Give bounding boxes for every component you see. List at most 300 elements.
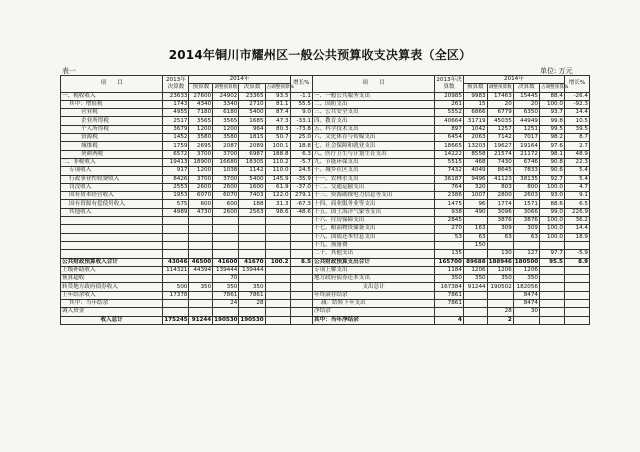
- expenditure-value-cell: 350: [435, 275, 464, 283]
- table-row: [61, 316, 590, 324]
- table-row: [61, 250, 590, 258]
- income-value-cell: 18900: [189, 158, 213, 166]
- income-value-cell: [189, 217, 213, 225]
- expenditure-value-cell: [463, 250, 487, 258]
- table-row: [61, 300, 590, 308]
- expenditure-item-label: 六、文化体育与传媒支出: [312, 134, 434, 142]
- expenditure-value-cell: [487, 241, 513, 249]
- expenditure-value-cell: 167384: [435, 283, 464, 291]
- table-row: [61, 208, 590, 216]
- expenditure-value-cell: 20: [513, 100, 539, 108]
- expenditure-value-cell: 1774: [487, 200, 513, 208]
- table-row: [61, 100, 590, 108]
- expenditure-value-cell: 93.0: [539, 192, 564, 200]
- income-value-cell: [163, 225, 189, 233]
- income-value-cell: 24902: [213, 92, 239, 100]
- income-value-cell: [163, 275, 189, 283]
- expenditure-value-cell: 8.9: [564, 258, 589, 266]
- income-value-cell: [290, 283, 312, 291]
- expenditure-value-cell: 5515: [435, 158, 464, 166]
- income-value-cell: [265, 233, 290, 241]
- expenditure-value-cell: 100.0: [539, 183, 564, 191]
- expenditure-value-cell: 100.0: [539, 225, 564, 233]
- income-item-label: 公共财政预算收入合计: [61, 258, 163, 266]
- expenditure-value-cell: 97.6: [539, 142, 564, 150]
- expenditure-item-label: 三、公共安全支出: [312, 109, 434, 117]
- expenditure-item-label: 八、医疗卫生与计划生育支出: [312, 150, 434, 158]
- expenditure-value-cell: 5.4: [564, 175, 589, 183]
- income-value-cell: 2695: [189, 142, 213, 150]
- expenditure-item-label: 九、节能环保支出: [312, 158, 434, 166]
- income-value-cell: [163, 241, 189, 249]
- expenditure-item-label: 二、国防支出: [312, 100, 434, 108]
- income-item-label: 其中：当年结余: [61, 300, 163, 308]
- table-row: [61, 283, 590, 291]
- income-value-cell: 350: [189, 283, 213, 291]
- expenditure-value-cell: 163: [463, 225, 487, 233]
- expenditure-value-cell: -26.4: [564, 92, 589, 100]
- table-row: [61, 92, 590, 100]
- expenditure-value-cell: 3876: [487, 217, 513, 225]
- income-value-cell: [265, 316, 290, 324]
- expenditure-value-cell: 2.7: [564, 142, 589, 150]
- expenditure-value-cell: 63: [487, 233, 513, 241]
- expenditure-value-cell: 15: [463, 100, 487, 108]
- expenditure-item-label: 二十、其他支出: [312, 250, 434, 258]
- expenditure-value-cell: 7142: [487, 134, 513, 142]
- income-value-cell: [265, 241, 290, 249]
- income-value-cell: 188.8: [265, 150, 290, 158]
- income-value-cell: 19413: [163, 158, 189, 166]
- expenditure-value-cell: 10.5: [564, 117, 589, 125]
- income-value-cell: 1200: [189, 167, 213, 175]
- income-value-cell: 1743: [163, 100, 189, 108]
- income-value-cell: [163, 300, 189, 308]
- expenditure-value-cell: 40664: [435, 117, 464, 125]
- header-2013-right: 2013年决算数: [435, 76, 464, 93]
- expenditure-value-cell: 897: [435, 125, 464, 133]
- expenditure-value-cell: [564, 241, 589, 249]
- expenditure-value-cell: 1251: [513, 125, 539, 133]
- expenditure-value-cell: [463, 291, 487, 299]
- income-value-cell: 70: [213, 275, 239, 283]
- expenditure-value-cell: 320: [463, 183, 487, 191]
- expenditure-value-cell: 5.4: [564, 167, 589, 175]
- expenditure-value-cell: 97.7: [539, 250, 564, 258]
- income-item-label: 二、非税收入: [61, 158, 163, 166]
- expenditure-value-cell: 2: [487, 316, 513, 324]
- expenditure-value-cell: 7430: [487, 158, 513, 166]
- expenditure-value-cell: [539, 308, 564, 316]
- expenditure-value-cell: 20: [487, 100, 513, 108]
- income-value-cell: 2517: [163, 117, 189, 125]
- expenditure-item-label: 净结余: [312, 308, 434, 316]
- income-value-cell: 600: [189, 200, 213, 208]
- expenditure-item-label: 十七、粮油物资储备支出: [312, 225, 434, 233]
- expenditure-value-cell: 1571: [513, 200, 539, 208]
- expenditure-value-cell: 100.0: [539, 233, 564, 241]
- income-value-cell: 7861: [213, 291, 239, 299]
- header-budget-left: 预算数: [189, 84, 213, 92]
- expenditure-value-cell: [564, 300, 589, 308]
- income-item-label: 城维税: [61, 142, 163, 150]
- table-row: [61, 142, 590, 150]
- income-value-cell: 2087: [213, 142, 239, 150]
- table-row: [61, 109, 590, 117]
- expenditure-value-cell: 9.1: [564, 192, 589, 200]
- income-value-cell: 3580: [213, 134, 239, 142]
- income-value-cell: 17378: [163, 291, 189, 299]
- income-value-cell: [213, 217, 239, 225]
- expenditure-value-cell: 14.4: [564, 109, 589, 117]
- unit-label: 单位: 万元: [540, 67, 573, 75]
- income-value-cell: [290, 233, 312, 241]
- expenditure-value-cell: 5552: [435, 109, 464, 117]
- income-value-cell: [189, 308, 213, 316]
- income-item-label: 其他收入: [61, 208, 163, 216]
- expenditure-value-cell: 1042: [463, 125, 487, 133]
- table-row: [61, 308, 590, 316]
- income-value-cell: 3700: [213, 175, 239, 183]
- income-value-cell: [213, 250, 239, 258]
- page-title: 2014年铜川市耀州区一般公共预算收支决算表（全区）: [168, 48, 472, 62]
- expenditure-value-cell: 803: [487, 183, 513, 191]
- expenditure-value-cell: [463, 308, 487, 316]
- header-pct-right: 占调整预算%: [540, 85, 569, 91]
- table-row: [61, 241, 590, 249]
- expenditure-value-cell: 7861: [435, 291, 464, 299]
- income-value-cell: 1953: [163, 192, 189, 200]
- expenditure-value-cell: 1007: [463, 192, 487, 200]
- expenditure-value-cell: 53: [435, 233, 464, 241]
- expenditure-value-cell: [513, 241, 539, 249]
- income-value-cell: [189, 233, 213, 241]
- expenditure-value-cell: 6746: [513, 158, 539, 166]
- header-adjusted-left: 调整预算数: [214, 85, 238, 91]
- income-value-cell: 18.8: [290, 142, 312, 150]
- income-value-cell: 139444: [239, 266, 265, 274]
- expenditure-item-label: 四、教育支出: [312, 117, 434, 125]
- income-value-cell: [189, 275, 213, 283]
- income-item-label: 调入资金: [61, 308, 163, 316]
- income-value-cell: 500: [163, 283, 189, 291]
- header-final-right: 决算数: [513, 84, 539, 92]
- income-value-cell: 50.7: [265, 134, 290, 142]
- expenditure-value-cell: 63: [463, 233, 487, 241]
- income-item-label: 上级补助收入: [61, 266, 163, 274]
- expenditure-value-cell: 261: [435, 100, 464, 108]
- expenditure-value-cell: 1206: [513, 266, 539, 274]
- income-value-cell: 18305: [239, 158, 265, 166]
- income-value-cell: 350: [239, 283, 265, 291]
- income-value-cell: 6.3: [290, 150, 312, 158]
- expenditure-item-label: 十二、交通运输支出: [312, 183, 434, 191]
- expenditure-value-cell: 92.7: [539, 175, 564, 183]
- expenditure-item-label: 地方政府债券还本支出: [312, 275, 434, 283]
- income-value-cell: [290, 316, 312, 324]
- expenditure-value-cell: 90.8: [539, 158, 564, 166]
- expenditure-value-cell: 99.0: [539, 208, 564, 216]
- income-value-cell: 100.1: [265, 142, 290, 150]
- header-growth-right: 增长%: [564, 76, 589, 93]
- income-value-cell: -37.0: [290, 183, 312, 191]
- income-value-cell: 2089: [239, 142, 265, 150]
- expenditure-value-cell: 63: [513, 233, 539, 241]
- income-value-cell: [213, 308, 239, 316]
- expenditure-value-cell: 91244: [463, 283, 487, 291]
- expenditure-value-cell: 7432: [435, 167, 464, 175]
- income-value-cell: 917: [163, 167, 189, 175]
- expenditure-value-cell: 4: [435, 316, 464, 324]
- income-value-cell: 23365: [239, 92, 265, 100]
- expenditure-value-cell: 88.6: [539, 200, 564, 208]
- income-value-cell: 122.0: [265, 192, 290, 200]
- income-value-cell: [290, 225, 312, 233]
- table-row: [61, 233, 590, 241]
- expenditure-value-cell: 6454: [435, 134, 464, 142]
- table-row: [61, 200, 590, 208]
- expenditure-value-cell: 36.2: [564, 217, 589, 225]
- expenditure-value-cell: [435, 241, 464, 249]
- income-value-cell: 2710: [239, 100, 265, 108]
- expenditure-value-cell: 9496: [463, 175, 487, 183]
- expenditure-value-cell: 190502: [487, 283, 513, 291]
- income-item-label: 行政事业性收费收入: [61, 175, 163, 183]
- header-2013-left: 2013年决算数: [163, 76, 189, 93]
- income-value-cell: 28: [239, 300, 265, 308]
- income-value-cell: 6070: [189, 192, 213, 200]
- income-value-cell: 46500: [189, 258, 213, 266]
- income-value-cell: 47.3: [265, 117, 290, 125]
- income-value-cell: 5400: [239, 109, 265, 117]
- expenditure-value-cell: [463, 217, 487, 225]
- table-row: [61, 175, 590, 183]
- expenditure-value-cell: 89688: [463, 258, 487, 266]
- expenditure-value-cell: [564, 283, 589, 291]
- income-value-cell: 24: [213, 300, 239, 308]
- expenditure-value-cell: 165700: [435, 258, 464, 266]
- income-item-label: 资源税: [61, 134, 163, 142]
- income-value-cell: 3580: [189, 134, 213, 142]
- income-value-cell: 145.9: [265, 175, 290, 183]
- income-value-cell: 7180: [189, 109, 213, 117]
- income-item-label: 转贷地方政府债券收入: [61, 283, 163, 291]
- expenditure-value-cell: [539, 300, 564, 308]
- income-value-cell: 91244: [189, 316, 213, 324]
- income-value-cell: -5.7: [290, 158, 312, 166]
- income-item-label: [61, 250, 163, 258]
- income-value-cell: 190530: [214, 316, 238, 323]
- income-item-label: [61, 217, 163, 225]
- income-value-cell: 1200: [213, 125, 239, 133]
- expenditure-value-cell: 14.4: [564, 225, 589, 233]
- expenditure-value-cell: 8474: [513, 300, 539, 308]
- expenditure-value-cell: 2800: [487, 192, 513, 200]
- income-item-label: 罚没收入: [61, 183, 163, 191]
- income-value-cell: 3679: [163, 125, 189, 133]
- expenditure-value-cell: 2063: [463, 134, 487, 142]
- income-value-cell: 1142: [239, 167, 265, 175]
- income-value-cell: [239, 217, 265, 225]
- expenditure-value-cell: [539, 291, 564, 299]
- expenditure-value-cell: 18.9: [564, 233, 589, 241]
- expenditure-value-cell: 100.0: [539, 100, 564, 108]
- expenditure-value-cell: 188946: [488, 258, 512, 265]
- expenditure-value-cell: 2386: [435, 192, 464, 200]
- income-value-cell: -48.6: [290, 208, 312, 216]
- income-value-cell: 1685: [239, 117, 265, 125]
- header-final-left: 决算数: [239, 84, 265, 92]
- expenditure-value-cell: 30: [513, 308, 539, 316]
- expenditure-value-cell: 21172: [513, 150, 539, 158]
- income-value-cell: 5400: [239, 175, 265, 183]
- income-value-cell: 6572: [163, 150, 189, 158]
- expenditure-item-label: 公共财政预算支出合计: [312, 258, 434, 266]
- expenditure-value-cell: 270: [435, 225, 464, 233]
- expenditure-value-cell: 9983: [463, 92, 487, 100]
- expenditure-value-cell: [539, 266, 564, 274]
- expenditure-value-cell: 99.5: [539, 125, 564, 133]
- income-value-cell: [290, 241, 312, 249]
- income-value-cell: 4340: [189, 100, 213, 108]
- income-value-cell: 61.9: [265, 183, 290, 191]
- income-item-label: 预算超收: [61, 275, 163, 283]
- table-row: [61, 183, 590, 191]
- expenditure-value-cell: 15445: [513, 92, 539, 100]
- income-value-cell: 4989: [163, 208, 189, 216]
- income-value-cell: 3700: [189, 150, 213, 158]
- income-value-cell: 16680: [213, 158, 239, 166]
- expenditure-item-label: 支出总计: [312, 283, 434, 291]
- income-item-label: 个人所得税: [61, 125, 163, 133]
- expenditure-value-cell: 88.4: [539, 92, 564, 100]
- expenditure-value-cell: -5.9: [564, 250, 589, 258]
- income-value-cell: 2553: [163, 183, 189, 191]
- income-item-label: 专项收入: [61, 167, 163, 175]
- expenditure-value-cell: 1257: [487, 125, 513, 133]
- income-value-cell: 100.2: [265, 258, 290, 266]
- income-value-cell: 9.0: [290, 109, 312, 117]
- expenditure-value-cell: [564, 308, 589, 316]
- expenditure-value-cell: -92.3: [564, 100, 589, 108]
- income-value-cell: -67.3: [290, 200, 312, 208]
- expenditure-value-cell: 150: [463, 241, 487, 249]
- expenditure-value-cell: 3876: [513, 217, 539, 225]
- expenditure-value-cell: 19164: [513, 142, 539, 150]
- expenditure-value-cell: 8474: [513, 291, 539, 299]
- income-item-label: 契耕两税: [61, 150, 163, 158]
- expenditure-value-cell: 182056: [513, 283, 539, 291]
- income-item-label: 国有资本经营收入: [61, 192, 163, 200]
- income-value-cell: 3700: [213, 150, 239, 158]
- expenditure-value-cell: [539, 241, 564, 249]
- income-value-cell: [189, 250, 213, 258]
- expenditure-value-cell: 764: [435, 183, 464, 191]
- income-value-cell: 44394: [189, 266, 213, 274]
- income-item-label: 收入总计: [61, 316, 163, 324]
- income-item-label: 一、税收收入: [61, 92, 163, 100]
- income-value-cell: [265, 266, 290, 274]
- expenditure-value-cell: 48.9: [564, 150, 589, 158]
- income-value-cell: [290, 300, 312, 308]
- income-value-cell: 31.3: [265, 200, 290, 208]
- income-item-label: 其中：增值税: [61, 100, 163, 108]
- header-item-left: 项 目: [61, 76, 163, 93]
- income-value-cell: 1038: [213, 167, 239, 175]
- expenditure-value-cell: 350: [513, 275, 539, 283]
- expenditure-value-cell: 36187: [435, 175, 464, 183]
- income-value-cell: [189, 225, 213, 233]
- expenditure-value-cell: [564, 316, 589, 324]
- expenditure-value-cell: [564, 275, 589, 283]
- income-value-cell: 6070: [213, 192, 239, 200]
- income-value-cell: 1815: [239, 134, 265, 142]
- expenditure-item-label: 十六、住房保障支出: [312, 217, 434, 225]
- income-value-cell: 6180: [213, 109, 239, 117]
- income-value-cell: 575: [163, 200, 189, 208]
- expenditure-value-cell: 98.1: [539, 150, 564, 158]
- income-value-cell: [265, 225, 290, 233]
- header-pct-left: 占调整预算%: [266, 85, 294, 91]
- income-value-cell: [213, 233, 239, 241]
- expenditure-item-label: 专项上解支出: [312, 266, 434, 274]
- expenditure-item-label: 十三、资源勘探电力信息等支出: [312, 192, 434, 200]
- expenditure-value-cell: 100.0: [539, 217, 564, 225]
- table-row: [61, 167, 590, 175]
- income-value-cell: 1759: [163, 142, 189, 150]
- expenditure-value-cell: 938: [435, 208, 464, 216]
- expenditure-value-cell: 93.7: [539, 109, 564, 117]
- expenditure-value-cell: 350: [487, 275, 513, 283]
- income-value-cell: 964: [239, 125, 265, 133]
- expenditure-value-cell: 17463: [487, 92, 513, 100]
- expenditure-value-cell: 8645: [487, 167, 513, 175]
- income-value-cell: 3340: [213, 100, 239, 108]
- expenditure-value-cell: 8558: [463, 150, 487, 158]
- income-value-cell: [265, 291, 290, 299]
- expenditure-value-cell: 6779: [487, 109, 513, 117]
- table-row: [61, 117, 590, 125]
- income-value-cell: [239, 225, 265, 233]
- income-value-cell: -1.1: [290, 92, 312, 100]
- income-value-cell: 2600: [189, 183, 213, 191]
- income-value-cell: 114321: [163, 266, 189, 274]
- table-row: [61, 134, 590, 142]
- income-value-cell: [265, 250, 290, 258]
- expenditure-value-cell: 95.5: [539, 258, 564, 266]
- income-value-cell: [290, 266, 312, 274]
- income-value-cell: 87.4: [265, 109, 290, 117]
- expenditure-value-cell: 20985: [435, 92, 464, 100]
- expenditure-value-cell: 98.2: [539, 134, 564, 142]
- header-budget-right: 预算数: [463, 84, 487, 92]
- expenditure-value-cell: 180500: [514, 258, 539, 265]
- budget-table: [60, 75, 590, 325]
- income-value-cell: [189, 300, 213, 308]
- income-value-cell: [290, 275, 312, 283]
- table-row: [61, 225, 590, 233]
- income-value-cell: 3565: [189, 117, 213, 125]
- expenditure-value-cell: 7861: [435, 300, 464, 308]
- income-value-cell: -33.1: [290, 117, 312, 125]
- income-value-cell: 55.5: [290, 100, 312, 108]
- expenditure-value-cell: 800: [513, 183, 539, 191]
- expenditure-value-cell: 1475: [435, 200, 464, 208]
- income-value-cell: 110.2: [265, 158, 290, 166]
- expenditure-value-cell: 39.5: [564, 125, 589, 133]
- expenditure-value-cell: 468: [463, 158, 487, 166]
- header-item-right: 项 目: [312, 76, 434, 93]
